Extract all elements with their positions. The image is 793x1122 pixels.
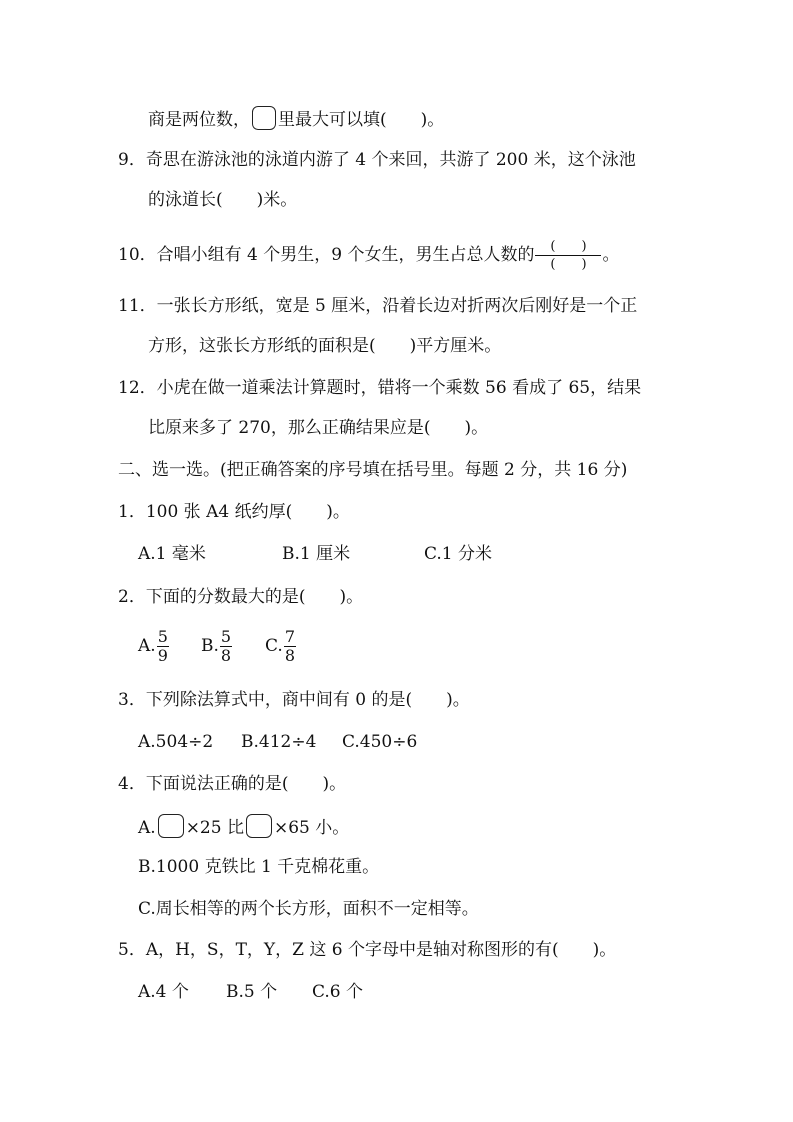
fraction: [284, 628, 296, 665]
c4-question: 4．下面说法正确的是( )。: [118, 774, 347, 794]
fraction-denominator: 9: [157, 646, 168, 665]
q10-text: 10．合唱小组有 4 个男生，9 个女生，男生占总人数的: [118, 245, 535, 265]
c1-option-b: B.1 厘米: [282, 544, 351, 564]
q12-line2: 比原来多了 270，那么正确结果应是( )。: [148, 418, 489, 438]
q10-end: 。: [602, 245, 620, 265]
q10-fraction-blank: [535, 238, 601, 273]
fraction-numerator: 7: [284, 627, 295, 646]
c3-question: 3．下列除法算式中，商中间有 0 的是( )。: [118, 690, 470, 710]
c1-option-c: C.1 分米: [424, 544, 493, 564]
fraction-denominator-blank: ( ): [550, 257, 587, 272]
c5-option-c: C.6 个: [312, 982, 364, 1002]
fraction-numerator: 5: [157, 627, 168, 646]
blank-box-icon: [246, 814, 272, 838]
q8-text-b: 里最大可以填( )。: [278, 110, 445, 130]
c2-options: [138, 626, 297, 666]
fraction-numerator-blank: ( ): [535, 238, 601, 256]
fraction-denominator: 8: [220, 646, 232, 665]
c4-option-a: [138, 814, 349, 840]
c4-option-b: B.1000 克铁比 1 千克棉花重。: [138, 857, 380, 877]
c2-option-a-label: A.: [138, 636, 156, 656]
c4-option-c: C.周长相等的两个长方形，面积不一定相等。: [138, 899, 479, 919]
blank-box-icon: [252, 106, 276, 130]
fraction: [220, 628, 232, 665]
c4-option-a-mid: ×25 比: [185, 818, 244, 838]
c2-option-b: [201, 626, 265, 666]
c3-option-b: B.412÷4: [241, 732, 317, 752]
blank-box-icon: [158, 814, 184, 838]
c2-option-b-label: B.: [201, 636, 219, 656]
q8-tail: [148, 106, 444, 132]
q9-line2: 的泳道长( )米。: [148, 190, 298, 210]
c5-question: 5．A，H，S，T，Y，Z 这 6 个字母中是轴对称图形的有( )。: [118, 940, 617, 960]
c1-option-a: A.1 毫米: [138, 544, 206, 564]
c5-option-a: A.4 个: [138, 982, 189, 1002]
c2-option-c: [265, 626, 297, 666]
q12-line1: 12．小虎在做一道乘法计算题时，错将一个乘数 56 看成了 65，结果: [118, 378, 642, 398]
c1-question: 1．100 张 A4 纸约厚( )。: [118, 502, 350, 522]
q11-line2: 方形，这张长方形纸的面积是( )平方厘米。: [148, 336, 502, 356]
c2-option-c-label: C.: [265, 636, 283, 656]
fraction-denominator: 8: [284, 646, 295, 665]
q8-text-a: 商是两位数，: [148, 110, 250, 130]
section-heading: 二、选一选。(把正确答案的序号填在括号里。每题 2 分，共 16 分): [118, 460, 628, 480]
c3-option-a: A.504÷2: [138, 732, 214, 752]
q11-line1: 11．一张长方形纸，宽是 5 厘米，沿着长边对折两次后刚好是一个正: [118, 296, 638, 316]
c5-options: [138, 980, 363, 1004]
q10: [118, 238, 619, 273]
c4-option-a-prefix: A.: [138, 818, 156, 838]
c1-options: [138, 542, 492, 566]
c2-option-a: [138, 626, 201, 666]
c3-options: [138, 730, 417, 754]
c5-option-b: B.5 个: [226, 982, 278, 1002]
c4-option-a-end: ×65 小。: [273, 818, 350, 838]
fraction-numerator: 5: [220, 627, 232, 646]
c2-question: 2．下面的分数最大的是( )。: [118, 587, 364, 607]
q9-line1: 9．奇思在游泳池的泳道内游了 4 个来回，共游了 200 米，这个泳池: [118, 150, 636, 170]
fraction: [157, 628, 169, 665]
c3-option-c: C.450÷6: [342, 732, 418, 752]
